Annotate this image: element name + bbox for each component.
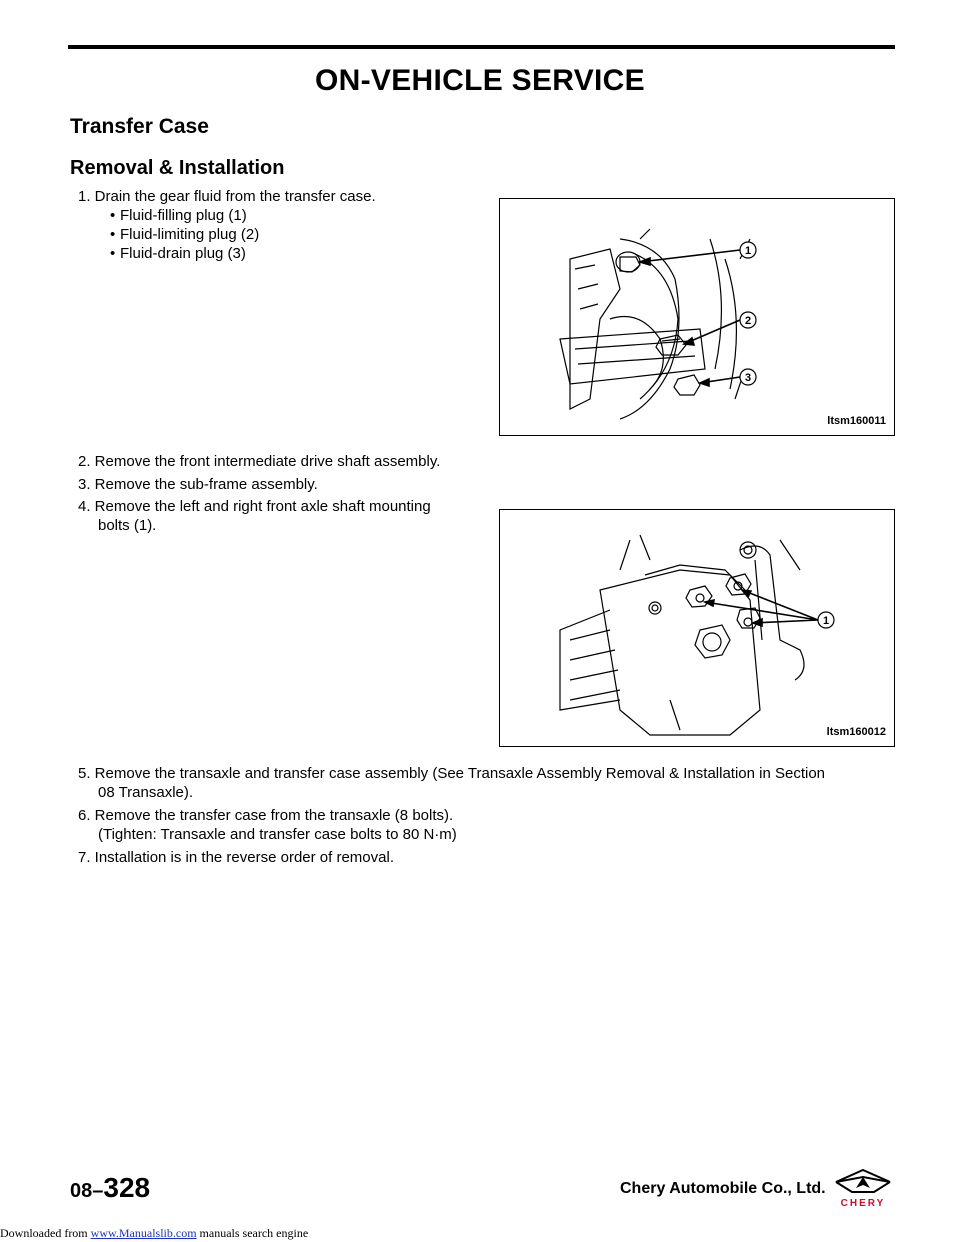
download-prefix: Downloaded from — [0, 1226, 88, 1240]
callout-1-label: 1 — [822, 615, 830, 627]
step-6-continued: (Tighten: Transaxle and transfer case bolts to 80 N·m) — [98, 826, 457, 843]
figure-id: ltsm160011 — [827, 415, 886, 427]
step-3: 3. Remove the sub-frame assembly. — [78, 476, 318, 493]
step-5: 5. Remove the transaxle and transfer case assembly (See Transaxle Assembly Removal & Installation in Section — [78, 765, 826, 782]
figure-transfer-case-plugs — [499, 198, 895, 436]
download-suffix: manuals search engine — [196, 1226, 309, 1240]
figure-id: ltsm160012 — [826, 726, 886, 738]
page-number-value: 328 — [103, 1172, 151, 1203]
step-5-continued: 08 Transaxle). — [98, 784, 194, 801]
download-notice — [0, 1226, 308, 1241]
step-4-continued: bolts (1). — [98, 517, 157, 534]
callout-2-label: 2 — [744, 315, 752, 327]
bullet-text: Fluid-drain plug (3) — [120, 245, 246, 262]
step-6: 6. Remove the transfer case from the transaxle (8 bolts). — [78, 807, 454, 824]
transfer-case-illustration — [500, 199, 893, 434]
callout-1-label: 1 — [744, 245, 752, 257]
top-rule — [68, 45, 895, 49]
bullet-item: • Fluid-drain plug (3) — [110, 245, 246, 262]
axle-shaft-illustration — [500, 510, 893, 745]
section-prefix: 08– — [70, 1180, 104, 1202]
subsection-title: Removal & Installation — [70, 157, 285, 179]
step-7: 7. Installation is in the reverse order of removal. — [78, 849, 394, 866]
bullet-text: Fluid-filling plug (1) — [120, 207, 247, 224]
callout-3-label: 3 — [744, 372, 752, 384]
page-title: ON-VEHICLE SERVICE — [315, 64, 645, 97]
bullet-item: • Fluid-limiting plug (2) — [110, 226, 260, 243]
bullet-text: Fluid-limiting plug (2) — [120, 226, 260, 243]
manualslib-link[interactable]: www.Manualslib.com — [90, 1226, 197, 1240]
section-title: Transfer Case — [70, 115, 209, 138]
chery-logo — [832, 1168, 894, 1215]
svg-text:CHERY: CHERY — [840, 1198, 886, 1209]
chery-logo-icon — [832, 1168, 894, 1210]
page-number — [70, 1172, 150, 1204]
step-4: 4. Remove the left and right front axle shaft mounting — [78, 498, 431, 515]
step-2: 2. Remove the front intermediate drive shaft assembly. — [78, 453, 441, 470]
figure-axle-shaft-bolts — [499, 509, 895, 747]
step-1: 1. Drain the gear fluid from the transfer case. — [78, 188, 376, 205]
bullet-item: • Fluid-filling plug (1) — [110, 207, 247, 224]
company-name: Chery Automobile Co., Ltd. — [620, 1180, 826, 1197]
